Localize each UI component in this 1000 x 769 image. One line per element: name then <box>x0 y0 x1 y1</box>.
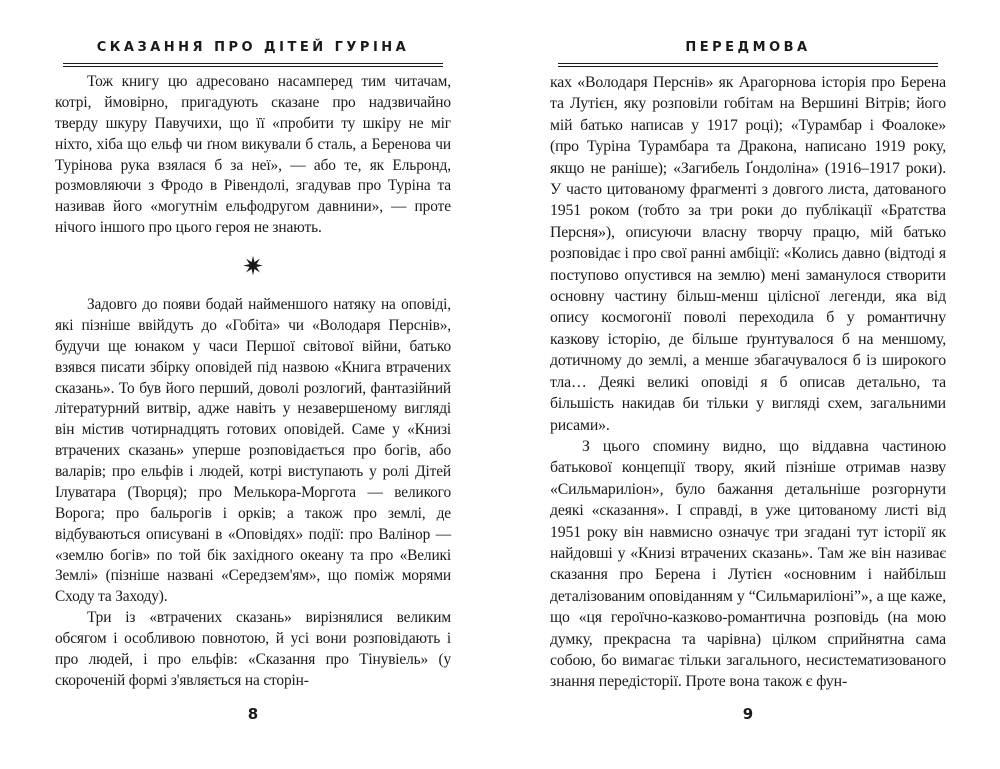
header-rule <box>63 63 443 64</box>
right-page <box>550 0 946 769</box>
left-page-body <box>55 72 451 692</box>
header-rule <box>558 63 938 64</box>
page-number: 9 <box>742 705 754 723</box>
paragraph: ках «Володаря Перснів» як Арагорнова історія про Берена та Лутієн, яку розповіли гобітам на Вершині Вітрів; його мій батько написав у 1917 році); «Турамбар і Фоалоке» (про Туріна Турамбара та Дракона, написано 1919 року, якщо не раніше); «Загибель Ґондоліна» (1916–1917 роки). У часто цитованому фрагменті з довгого листа, датованого 1951 роком (тобто за три роки до публікації «Братства Персня»), описуючи власну творчу працю, мій батько розповідає і про свої ранні амбіції: «Колись давно (відтоді я поступово опустився на землю) мені заманулося створити основну частину більш-менш цілісної легенди, яка від опису космогонії поволі переходила б у романтичну казкову історію, де більше ґрунтувалося б на меншому, дотичному до землі, а менше збагачувалося б із широкого тла… Деякі великі оповіді я б описав детально, та більшість накидав би тільки у вигляді схем, загальними рисами». <box>550 74 946 434</box>
paragraph: З цього спомину видно, що віддавна частиною батькової концепції твору, який пізніше отримав назву «Сильмариліон», було бажання детальніше розгорнути деякі «сказання». І справді, в уже цитованому листі від 1951 року він навмисно означує три згадані тут історії як найдовші у «Книзі втрачених сказань». Там же він називає сказання про Берена і Лутієн «основним і найбільш деталізованим оповіданням у “Сильмариліоні”», а ще каже, що «ця героїчно-казково-романтична розповідь (на мою думку, прекрасна та чарівна) цілком сприйнятна сама собою, бо вимагає тільки загального, несистематизованого знання передісторії. Проте вона також є фун- <box>550 437 946 691</box>
running-head: СКАЗАННЯ ПРО ДІТЕЙ ГУРІНА <box>96 40 410 55</box>
right-page-body <box>550 72 946 693</box>
left-page <box>55 0 451 769</box>
paragraph: Задовго до появи бодай найменшого натяку на оповіді, які пізніше ввійдуть до «Гобіта» чи «Володаря Перснів», будучи ще юнаком у часи Першої світової війни, батько взявся писати збірку оповідей під назвою «Книга втрачених сказань». То був його перший, доволі розлогий, фантазійний літературний витвір, адже навіть у незавершеному вигляді він містив чотирнадцять готових оповідей. Саме у «Книзі втрачених сказань» уперше розповідається про богів, або валарів; про ельфів і людей, котрі виступають у ролі Дітей Ілуватара (Творця); про Мелькора-Моргота — великого Ворога; про бальрогів і орків; а також про землі, де відбуваються описувані в «Оповідях» події: про Валінор — «землю богів» по той бік західного океану та про «Великі Землі» (пізніше названі «Середзем'ям», що поміж морями Сходу та Заходу). <box>55 296 451 606</box>
page-number: 8 <box>247 705 259 723</box>
paragraph: Три із «втрачених сказань» вирізнялися великим обсягом і особливою повнотою, й усі вони розповідають і про людей, і про ельфів: «Сказання про Тінувіель» (у скороченій формі з'являється на сторін- <box>55 609 451 689</box>
paragraph: Тож книгу цю адресовано насамперед тим читачам, котрі, ймовірно, пригадують сказане про надзвичайно тверду шкуру Павучихи, що її «пробити ту шкіру не міг ніхто, хіба що ельф чи ґном викували б сталь, а Беренова чи Турінова рука взялася б за неї», — або те, як Ельронд, розмовляючи з Фродо в Рівендолі, згадував про Туріна та називав його «могутнім ельфодругом давнини», — проте нічого іншого про цього героя не знають. <box>55 73 451 237</box>
running-head: ПЕРЕДМОВА <box>685 40 811 55</box>
section-ornament-icon: ✷ <box>242 252 264 281</box>
